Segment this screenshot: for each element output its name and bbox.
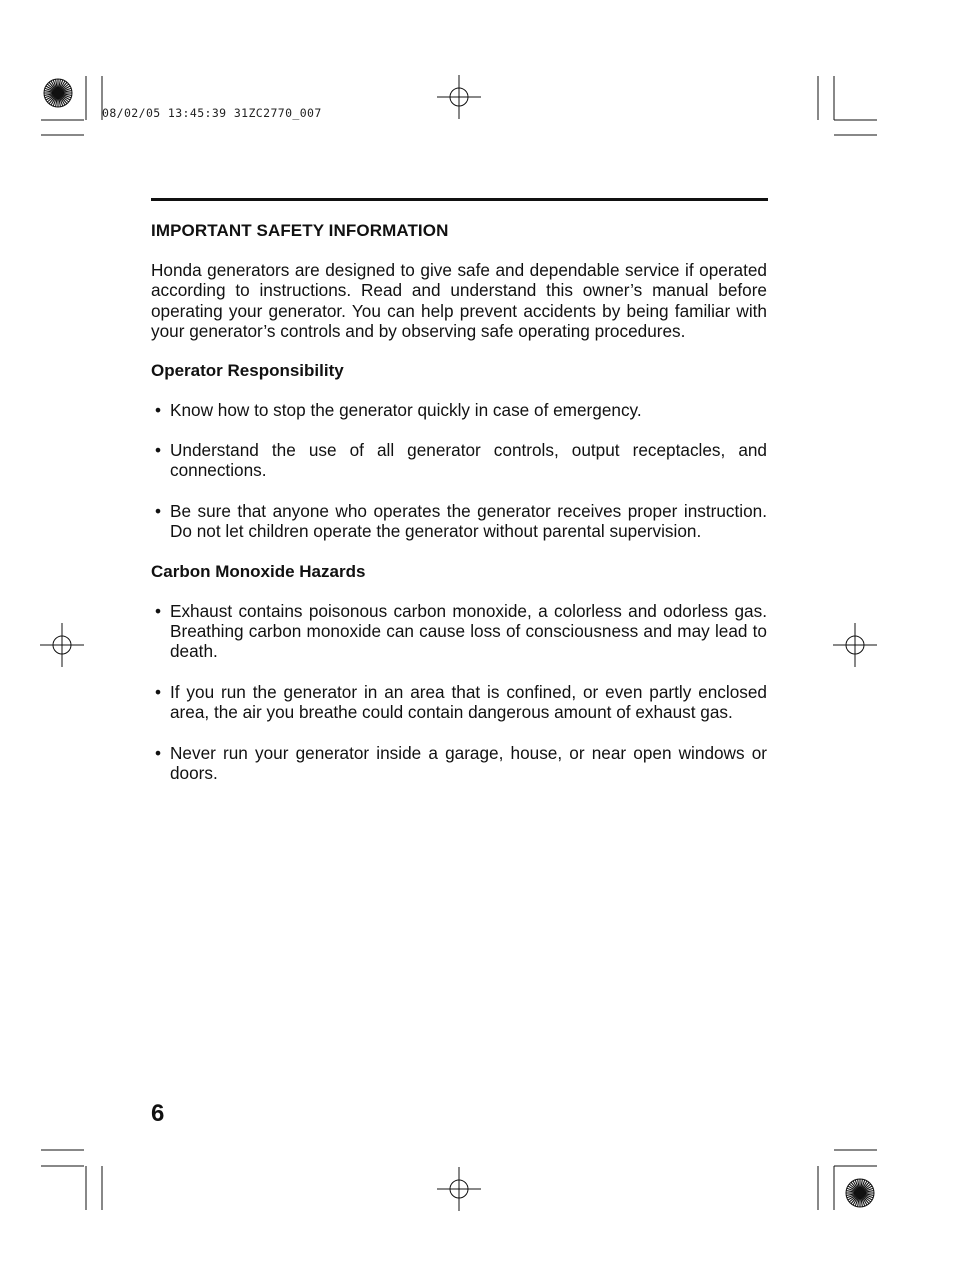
bullet-icon: • — [155, 399, 162, 420]
bullet-icon: • — [155, 742, 162, 763]
section-carbon-monoxide-hazards — [151, 562, 767, 784]
list-item — [151, 501, 767, 542]
section-title: Operator Responsibility — [151, 360, 344, 380]
list-item — [151, 682, 767, 723]
list-item — [151, 601, 767, 662]
list-item-text: If you run the generator in an area that is confined, or even partly enclosed area, the air you breathe could contain dangerous amount of exhaust gas. — [170, 681, 767, 723]
print-timestamp: 08/02/05 13:45:39 31ZC2770_007 — [102, 106, 322, 120]
intro-paragraph: Honda generators are designed to give safe and dependable service if operated according to instructions. Read and understand this owner’s manual before operating your generator. You can help prevent accidents by being familiar with your generator’s controls and by observing safe operating procedures. — [151, 260, 767, 342]
registration-target-left — [40, 623, 84, 667]
bullet-list — [151, 400, 767, 542]
bullet-list — [151, 601, 767, 784]
registration-target-top — [437, 75, 481, 119]
page-heading: IMPORTANT SAFETY INFORMATION — [151, 221, 449, 240]
list-item — [151, 440, 767, 481]
list-item-text: Exhaust contains poisonous carbon monoxide, a colorless and odorless gas. Breathing carbon monoxide can cause loss of consciousness and may lead to death. — [170, 600, 767, 662]
bullet-icon: • — [155, 440, 162, 461]
list-item-text: Know how to stop the generator quickly in case of emergency. — [170, 399, 642, 420]
list-item-text: Never run your generator inside a garage, house, or near open windows or doors. — [170, 742, 767, 784]
header-rule — [151, 198, 768, 201]
section-operator-responsibility — [151, 361, 767, 542]
bullet-icon: • — [155, 681, 162, 702]
section-title: Carbon Monoxide Hazards — [151, 561, 366, 581]
bullet-icon: • — [155, 500, 162, 521]
registration-target-right — [833, 623, 877, 667]
list-item — [151, 743, 767, 784]
bullet-icon: • — [155, 600, 162, 621]
list-item-text: Understand the use of all generator controls, output receptacles, and connections. — [170, 440, 767, 481]
starburst-mark-bottom-right — [846, 1179, 874, 1207]
list-item-text: Be sure that anyone who operates the generator receives proper instruction. Do not let children operate the generator without parental supervision. — [170, 500, 767, 542]
page-number: 6 — [151, 1100, 165, 1127]
page-content — [151, 221, 767, 804]
list-item — [151, 400, 767, 420]
starburst-mark-top-left — [44, 79, 72, 107]
registration-target-bottom — [437, 1167, 481, 1211]
